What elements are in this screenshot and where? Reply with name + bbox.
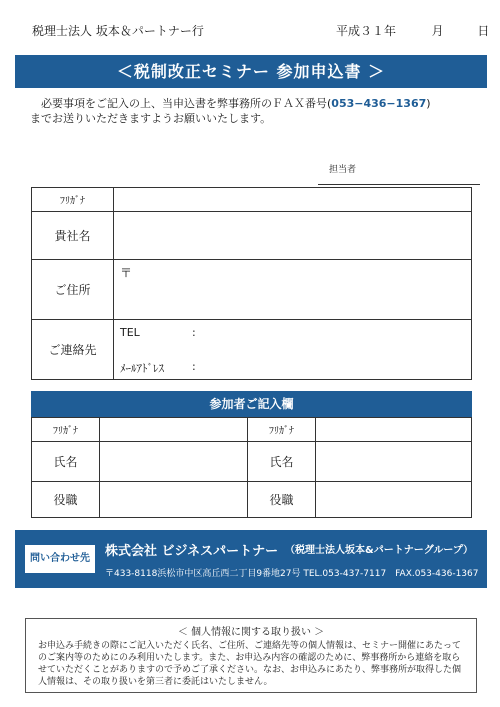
document-header <box>32 22 490 40</box>
tel-label: TEL <box>120 326 140 339</box>
contact-label: ご連絡先 <box>32 320 114 380</box>
date-line <box>336 22 489 39</box>
participants-table <box>31 417 472 518</box>
participant2-name-field[interactable] <box>316 442 472 482</box>
privacy-box <box>25 618 477 693</box>
contact-company: 株式会社 ビジネスパートナー <box>105 544 279 559</box>
contact-info-bar <box>15 530 487 588</box>
date-year: 平成３１年 <box>336 24 397 38</box>
participant1-furigana-field[interactable] <box>100 418 248 442</box>
contact-field[interactable] <box>114 320 472 380</box>
mail-label: ﾒｰﾙｱﾄﾞﾚｽ <box>120 362 164 375</box>
postal-mark: 〒 <box>120 266 133 280</box>
furigana-field[interactable] <box>114 188 472 212</box>
participant2-title-field[interactable] <box>316 482 472 518</box>
staff-label: 担当者 <box>329 165 357 175</box>
contact-address: 〒433-8118浜松市中区高丘西二丁目9番地27号 TEL.053-437-7117 FAX.053-436-1367 <box>105 569 479 579</box>
participant1-furigana-label: ﾌﾘｶﾞﾅ <box>32 418 100 442</box>
firm-name: 税理士法人 坂本＆パートナー行 <box>32 24 204 38</box>
participant1-title-field[interactable] <box>100 482 248 518</box>
fax-number: 053−436−1367 <box>331 97 427 110</box>
intro-text <box>30 96 475 126</box>
mail-colon: : <box>192 360 196 373</box>
applicant-form <box>31 187 472 380</box>
contact-tag: 問い合わせ先 <box>25 545 95 573</box>
company-field[interactable] <box>114 212 472 260</box>
privacy-title: ＜ 個人情報に関する取り扱い ＞ <box>177 627 325 638</box>
staff-line <box>318 184 480 185</box>
company-label: 貴社名 <box>32 212 114 260</box>
privacy-body: お申込み手続きの際にご記入いただく氏名、ご住所、ご連絡先等の個人情報は、セミナー開催にあたってのご案内等のためにのみ利用いたします。また、お申込み内容の確認のために、弊事務所から連絡を取らせていただくことがありますので予めご了承ください。なお、お申込みにあたり、弊事務所が取得した個人情報は、その取り扱いを第三者に委託はいたしません。 <box>38 641 462 687</box>
address-field[interactable] <box>114 260 472 320</box>
contact-group: （税理士法人坂本&パートナーグループ） <box>285 545 474 556</box>
title-banner: ＜税制改正セミナー 参加申込書 ＞ <box>15 55 487 88</box>
furigana-label: ﾌﾘｶﾞﾅ <box>32 188 114 212</box>
participant2-furigana-label: ﾌﾘｶﾞﾅ <box>248 418 316 442</box>
participant1-name-label: 氏名 <box>32 442 100 482</box>
participant2-name-label: 氏名 <box>248 442 316 482</box>
intro-line1-pre: 必要事項をご記入の上、当申込書を弊事務所のＦＡＸ番号( <box>41 97 332 110</box>
participant2-furigana-field[interactable] <box>316 418 472 442</box>
participant1-name-field[interactable] <box>100 442 248 482</box>
date-month: 月 <box>431 24 444 38</box>
intro-line2: までお送りいただきますようお願いいたします。 <box>30 112 272 125</box>
participants-heading: 参加者ご記入欄 <box>31 391 472 417</box>
participant2-title-label: 役職 <box>248 482 316 518</box>
tel-colon: : <box>192 326 196 339</box>
date-day: 日 <box>477 24 490 38</box>
participant1-title-label: 役職 <box>32 482 100 518</box>
address-label: ご住所 <box>32 260 114 320</box>
intro-line1-post: ) <box>426 97 431 110</box>
